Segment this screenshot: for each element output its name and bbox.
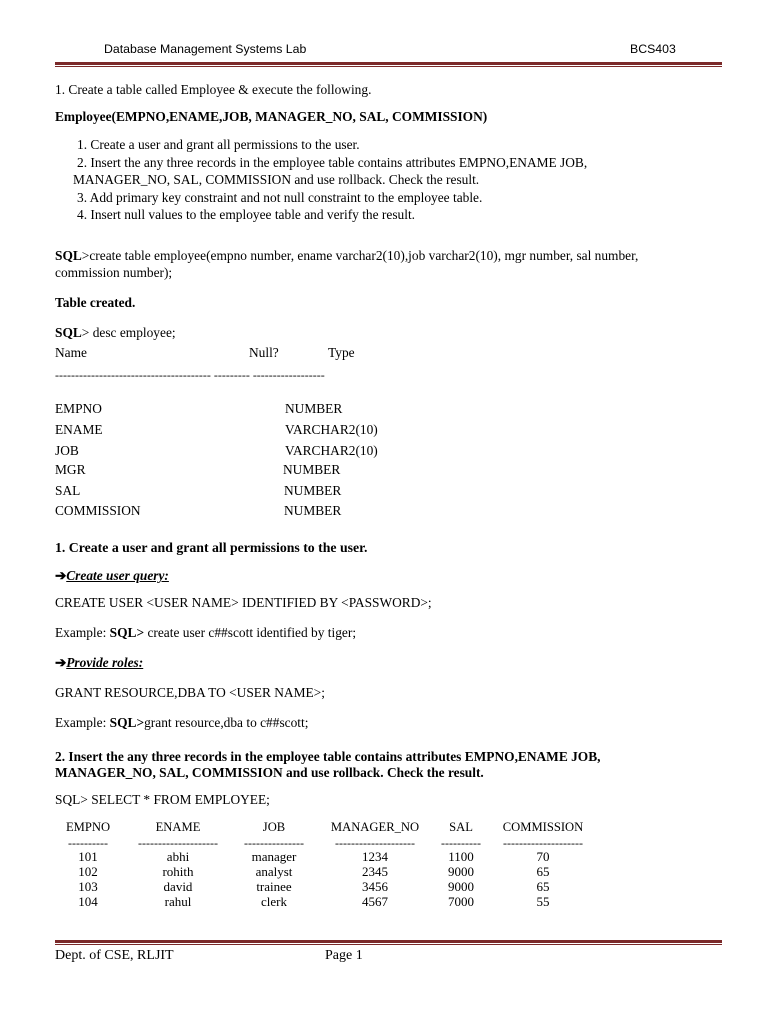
desc-col-type: VARCHAR2(10) [285,422,378,437]
table-cell: 65 [536,879,550,894]
table-cell: clerk [261,894,287,909]
table-cell: rohith [162,864,194,879]
task-item: 4. Insert null values to the employee table and verify the result. [77,207,416,222]
col-header: COMMISSION [502,820,584,834]
arrow-right-icon: ➔ [55,568,67,583]
col-header: EMPNO [65,820,111,834]
create-user-label: ➔Create user query: [55,568,169,583]
header-course-code: BCS403 [630,42,676,56]
desc-command: SQL> desc employee; [55,325,176,340]
table-created-msg: Table created. [55,295,136,310]
col-dashes: ---------- [441,836,481,850]
col-dashes: --------------- [244,836,304,850]
intro-text: 1. Create a table called Employee & execute the following. [55,82,372,97]
table-cell: 4567 [362,894,388,909]
col-header: ENAME [155,820,201,834]
task-item: 3. Add primary key constraint and not null constraint to the employee table. [77,190,483,205]
table-cell: 7000 [448,894,474,909]
table-cell: 103 [78,879,98,894]
sql-prompt: SQL [55,325,82,340]
table-cell: 101 [78,849,98,864]
desc-separator: --------------------------------------- --------- ------------------ [55,368,325,382]
desc-col-name: COMMISSION [55,503,141,518]
col-dashes: -------------------- [138,836,218,850]
desc-col-type: NUMBER [283,462,341,477]
table-cell: 9000 [448,864,474,879]
col-header: MANAGER_NO [330,820,420,834]
sql-prompt: SQL [55,248,82,263]
col-header: SAL [449,820,473,834]
col-dashes: -------------------- [335,836,415,850]
col-header: JOB [262,820,286,834]
desc-col-type: VARCHAR2(10) [285,443,378,458]
col-dashes: ---------- [68,836,108,850]
table-cell: 104 [78,894,98,909]
table-cell: abhi [166,849,190,864]
schema-text: Employee(EMPNO,ENAME,JOB, MANAGER_NO, SAL, COMMISSION) [55,109,488,124]
table-cell: manager [251,849,297,864]
desc-col-name: JOB [55,443,79,458]
table-cell: analyst [255,864,293,879]
desc-head-type: Type [328,345,355,360]
grant-example: Example: SQL>grant resource,dba to c##scott; [55,715,309,730]
header-rule [55,62,722,67]
table-cell: rahul [164,894,192,909]
create-user-example: Example: SQL> create user c##scott identified by tiger; [55,625,357,640]
provide-roles-label: ➔Provide roles: [55,655,144,670]
desc-col-name: SAL [55,483,81,498]
table-cell: 65 [536,864,550,879]
footer-rule [55,940,722,945]
desc-col-type: NUMBER [284,503,342,518]
footer-dept: Dept. of CSE, RLJIT [55,948,174,963]
table-cell: 102 [78,864,98,879]
create-table-sql: SQL>create table employee(empno number, ename varchar2(10),job varchar2(10), mgr number, sal number, [55,248,639,263]
sql-prompt: SQL> [109,715,145,730]
table-cell: david [163,879,193,894]
section1-heading: 1. Create a user and grant all permissions to the user. [55,540,368,555]
header-title: Database Management Systems Lab [104,42,307,56]
create-user-syntax: CREATE USER <USER NAME> IDENTIFIED BY <PASSWORD>; [55,595,432,610]
select-command: SQL> SELECT * FROM EMPLOYEE; [55,792,270,807]
create-table-sql-cont: commission number); [55,265,173,280]
table-cell: 55 [536,894,550,909]
desc-col-name: EMPNO [55,401,102,416]
section2-heading: 2. Insert the any three records in the employee table contains attributes EMPNO,ENAME JOB, [55,749,601,764]
table-cell: 1234 [362,849,388,864]
desc-head-null: Null? [249,345,279,360]
table-cell: 2345 [362,864,388,879]
desc-head-name: Name [55,345,87,360]
table-cell: 1100 [448,849,474,864]
task-item: 1. Create a user and grant all permissions to the user. [77,137,360,152]
desc-col-name: MGR [55,462,86,477]
arrow-right-icon: ➔ [55,655,67,670]
grant-syntax: GRANT RESOURCE,DBA TO <USER NAME>; [55,685,325,700]
table-cell: trainee [256,879,292,894]
desc-col-name: ENAME [55,422,103,437]
task-item-continued: MANAGER_NO, SAL, COMMISSION and use rollback. Check the result. [73,172,480,187]
footer-page-number: Page 1 [325,948,363,963]
table-cell: 70 [536,849,550,864]
sql-prompt: SQL> [109,625,145,640]
col-dashes: -------------------- [503,836,583,850]
table-cell: 9000 [448,879,474,894]
section2-heading-cont: MANAGER_NO, SAL, COMMISSION and use rollback. Check the result. [55,765,484,780]
table-cell: 3456 [362,879,388,894]
desc-col-type: NUMBER [285,401,343,416]
desc-col-type: NUMBER [284,483,342,498]
task-item: 2. Insert the any three records in the employee table contains attributes EMPNO,ENAME JOB, [77,155,588,170]
